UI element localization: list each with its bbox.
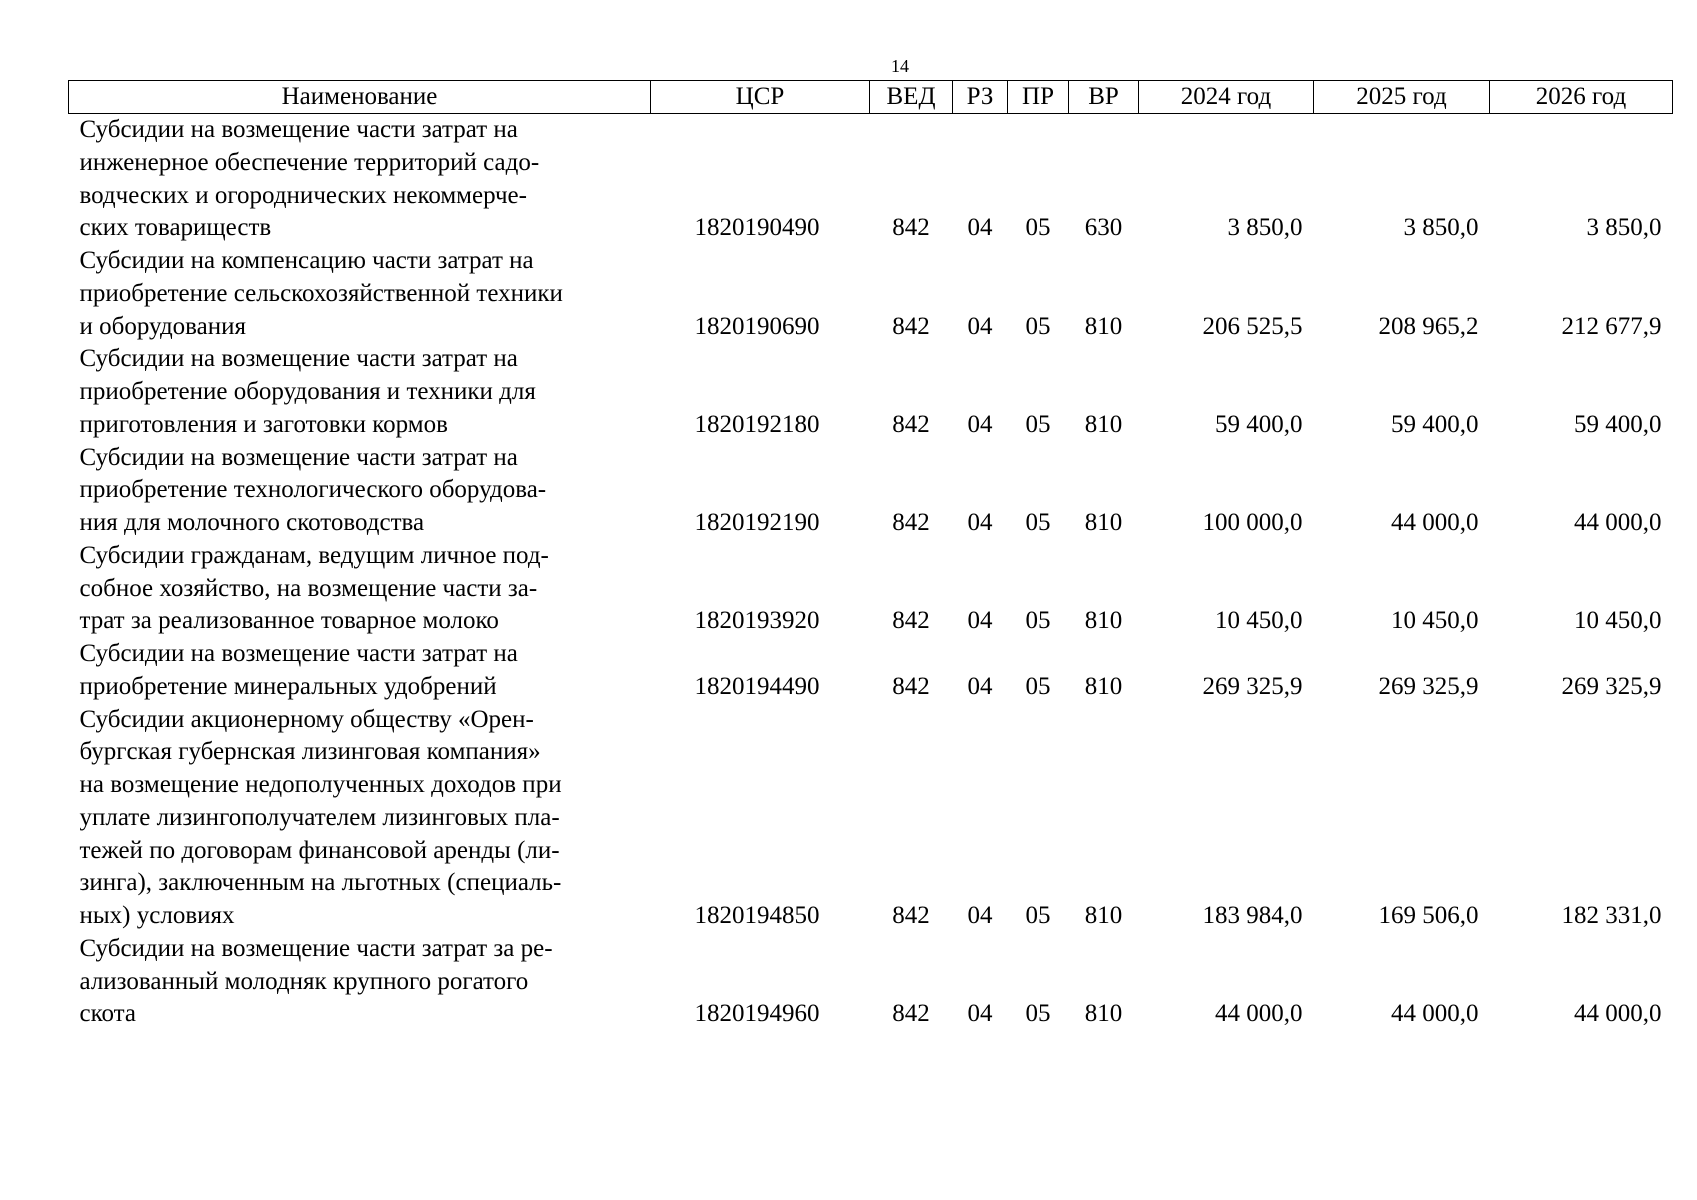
row-name xyxy=(69,343,651,441)
header-rz: РЗ xyxy=(953,81,1008,114)
row-amount-2025: 169 506,0 xyxy=(1378,902,1479,929)
row-rz: 04 xyxy=(967,410,993,438)
row-name-line: Субсидии на возмещение части затрат на xyxy=(79,443,518,471)
row-amount-2025: 10 450,0 xyxy=(1391,607,1479,635)
row-amount-2026: 10 450,0 xyxy=(1574,607,1662,635)
table-row xyxy=(69,540,1673,638)
row-csr: 1820194850 xyxy=(694,902,820,929)
row-pr: 05 xyxy=(1025,672,1051,700)
header-pr: ПР xyxy=(1008,81,1069,114)
row-vr: 810 xyxy=(1084,672,1123,700)
row-pr: 05 xyxy=(1025,902,1051,929)
row-amount-2025: 44 000,0 xyxy=(1391,1000,1479,1028)
row-name xyxy=(69,704,651,933)
header-vr: ВР xyxy=(1069,81,1139,114)
row-amount-2026: 269 325,9 xyxy=(1561,672,1662,700)
row-name-line: на возмещение недополученных доходов при xyxy=(79,771,562,798)
row-name-line: приобретение оборудования и техники для xyxy=(79,378,536,405)
row-pr: 05 xyxy=(1025,214,1051,242)
budget-table xyxy=(68,80,1673,1031)
header-2026: 2026 год xyxy=(1490,81,1673,114)
row-name-line: зинга), заключенным на льготных (специаль- xyxy=(79,869,562,897)
row-name-line: ных) условиях xyxy=(79,902,235,929)
row-name xyxy=(69,114,651,246)
row-vr: 810 xyxy=(1084,410,1123,438)
table-row xyxy=(69,343,1673,441)
row-name-line: ализованный молодняк крупного рогатого xyxy=(79,967,529,995)
table-row xyxy=(69,442,1673,540)
row-csr: 1820194490 xyxy=(694,672,820,700)
row-amount-2025: 59 400,0 xyxy=(1391,410,1479,438)
row-amount-2024: 183 984,0 xyxy=(1202,902,1303,929)
row-vr: 810 xyxy=(1084,902,1123,929)
row-rz: 04 xyxy=(967,902,993,929)
row-amount-2026: 44 000,0 xyxy=(1574,509,1662,536)
row-name-line: приобретение технологического оборудова- xyxy=(79,476,547,504)
row-amount-2024: 3 850,0 xyxy=(1227,214,1303,242)
row-pr: 05 xyxy=(1025,607,1051,635)
row-name-line: приготовления и заготовки кормов xyxy=(79,410,448,438)
row-vr: 810 xyxy=(1084,607,1123,635)
row-name-line: Субсидии на возмещение части затрат на xyxy=(79,116,518,143)
row-pr: 05 xyxy=(1025,509,1051,536)
row-vr: 630 xyxy=(1084,214,1123,242)
header-ved: ВЕД xyxy=(870,81,953,114)
table-row xyxy=(69,245,1673,343)
row-name-line: Субсидии на возмещение части затрат на xyxy=(79,345,518,373)
row-vr: 810 xyxy=(1084,509,1123,536)
row-name xyxy=(69,245,651,343)
header-csr: ЦСР xyxy=(651,81,870,114)
row-ved: 842 xyxy=(892,410,930,438)
row-amount-2026: 44 000,0 xyxy=(1574,1000,1662,1028)
row-amount-2026: 212 677,9 xyxy=(1561,312,1662,340)
table-header-row xyxy=(69,81,1673,114)
row-ved: 842 xyxy=(892,1000,930,1028)
header-2024: 2024 год xyxy=(1139,81,1314,114)
table-body xyxy=(69,114,1673,1032)
row-pr: 05 xyxy=(1025,312,1051,340)
row-name-line: Субсидии на компенсацию части затрат на xyxy=(79,247,534,274)
row-pr: 05 xyxy=(1025,1000,1051,1028)
row-amount-2025: 44 000,0 xyxy=(1391,509,1479,536)
row-amount-2025: 3 850,0 xyxy=(1403,214,1479,242)
row-name xyxy=(69,442,651,540)
row-name-line: трат за реализованное товарное молоко xyxy=(79,607,499,635)
row-amount-2025: 269 325,9 xyxy=(1378,672,1479,700)
row-amount-2026: 3 850,0 xyxy=(1586,214,1662,242)
row-ved: 842 xyxy=(892,509,930,536)
row-amount-2025: 208 965,2 xyxy=(1378,312,1479,340)
row-ved: 842 xyxy=(892,607,930,635)
row-rz: 04 xyxy=(967,672,993,700)
row-ved: 842 xyxy=(892,312,930,340)
row-name-line: уплате лизингополучателем лизинговых пла- xyxy=(79,803,560,831)
row-name-line: приобретение минеральных удобрений xyxy=(79,672,497,700)
row-amount-2024: 44 000,0 xyxy=(1215,1000,1303,1028)
page-number: 14 xyxy=(891,56,909,76)
header-2025: 2025 год xyxy=(1314,81,1490,114)
row-rz: 04 xyxy=(967,312,993,340)
row-rz: 04 xyxy=(967,214,993,242)
row-rz: 04 xyxy=(967,509,993,536)
row-name-line: бургская губернская лизинговая компания» xyxy=(79,738,541,766)
table-row xyxy=(69,638,1673,704)
row-name-line: ских товариществ xyxy=(79,214,272,242)
row-name-line: Субсидии акционерному обществу «Орен- xyxy=(79,705,534,733)
row-name xyxy=(69,933,651,1031)
row-name-line: тежей по договорам финансовой аренды (ли- xyxy=(79,836,560,864)
table-row xyxy=(69,933,1673,1031)
row-csr: 1820194960 xyxy=(694,1000,820,1028)
row-name-line: и оборудования xyxy=(79,312,246,340)
row-csr: 1820193920 xyxy=(694,607,820,635)
row-amount-2026: 59 400,0 xyxy=(1574,410,1662,438)
row-name-line: инженерное обеспечение территорий садо- xyxy=(79,148,540,176)
row-amount-2024: 59 400,0 xyxy=(1215,410,1303,438)
row-name-line: водческих и огороднических некоммерче- xyxy=(79,181,527,209)
table-row xyxy=(69,704,1673,933)
row-ved: 842 xyxy=(892,902,930,929)
row-ved: 842 xyxy=(892,672,930,700)
row-vr: 810 xyxy=(1084,1000,1123,1028)
row-csr: 1820192190 xyxy=(694,509,820,536)
row-ved: 842 xyxy=(892,214,930,242)
row-amount-2024: 269 325,9 xyxy=(1202,672,1303,700)
row-csr: 1820190490 xyxy=(694,214,820,242)
row-rz: 04 xyxy=(967,607,993,635)
row-amount-2024: 10 450,0 xyxy=(1215,607,1303,635)
row-name xyxy=(69,638,651,704)
row-name-line: собное хозяйство, на возмещение части за- xyxy=(79,574,538,602)
row-vr: 810 xyxy=(1084,312,1123,340)
row-amount-2026: 182 331,0 xyxy=(1561,902,1662,929)
row-name-line: Субсидии на возмещение части затрат на xyxy=(79,640,518,667)
header-name: Наименование xyxy=(69,81,651,114)
row-csr: 1820190690 xyxy=(694,312,820,340)
row-name-line: Субсидии на возмещение части затрат за ре- xyxy=(79,934,553,962)
row-csr: 1820192180 xyxy=(694,410,820,438)
row-pr: 05 xyxy=(1025,410,1051,438)
table-row xyxy=(69,114,1673,246)
row-name-line: ния для молочного скотоводства xyxy=(79,509,425,536)
row-amount-2024: 206 525,5 xyxy=(1202,312,1303,340)
row-name-line: скота xyxy=(79,1000,136,1028)
row-name-line: Субсидии гражданам, ведущим личное под- xyxy=(79,541,549,569)
row-rz: 04 xyxy=(967,1000,993,1028)
row-name-line: приобретение сельскохозяйственной техники xyxy=(79,279,563,307)
row-name xyxy=(69,540,651,638)
row-amount-2024: 100 000,0 xyxy=(1202,509,1303,536)
